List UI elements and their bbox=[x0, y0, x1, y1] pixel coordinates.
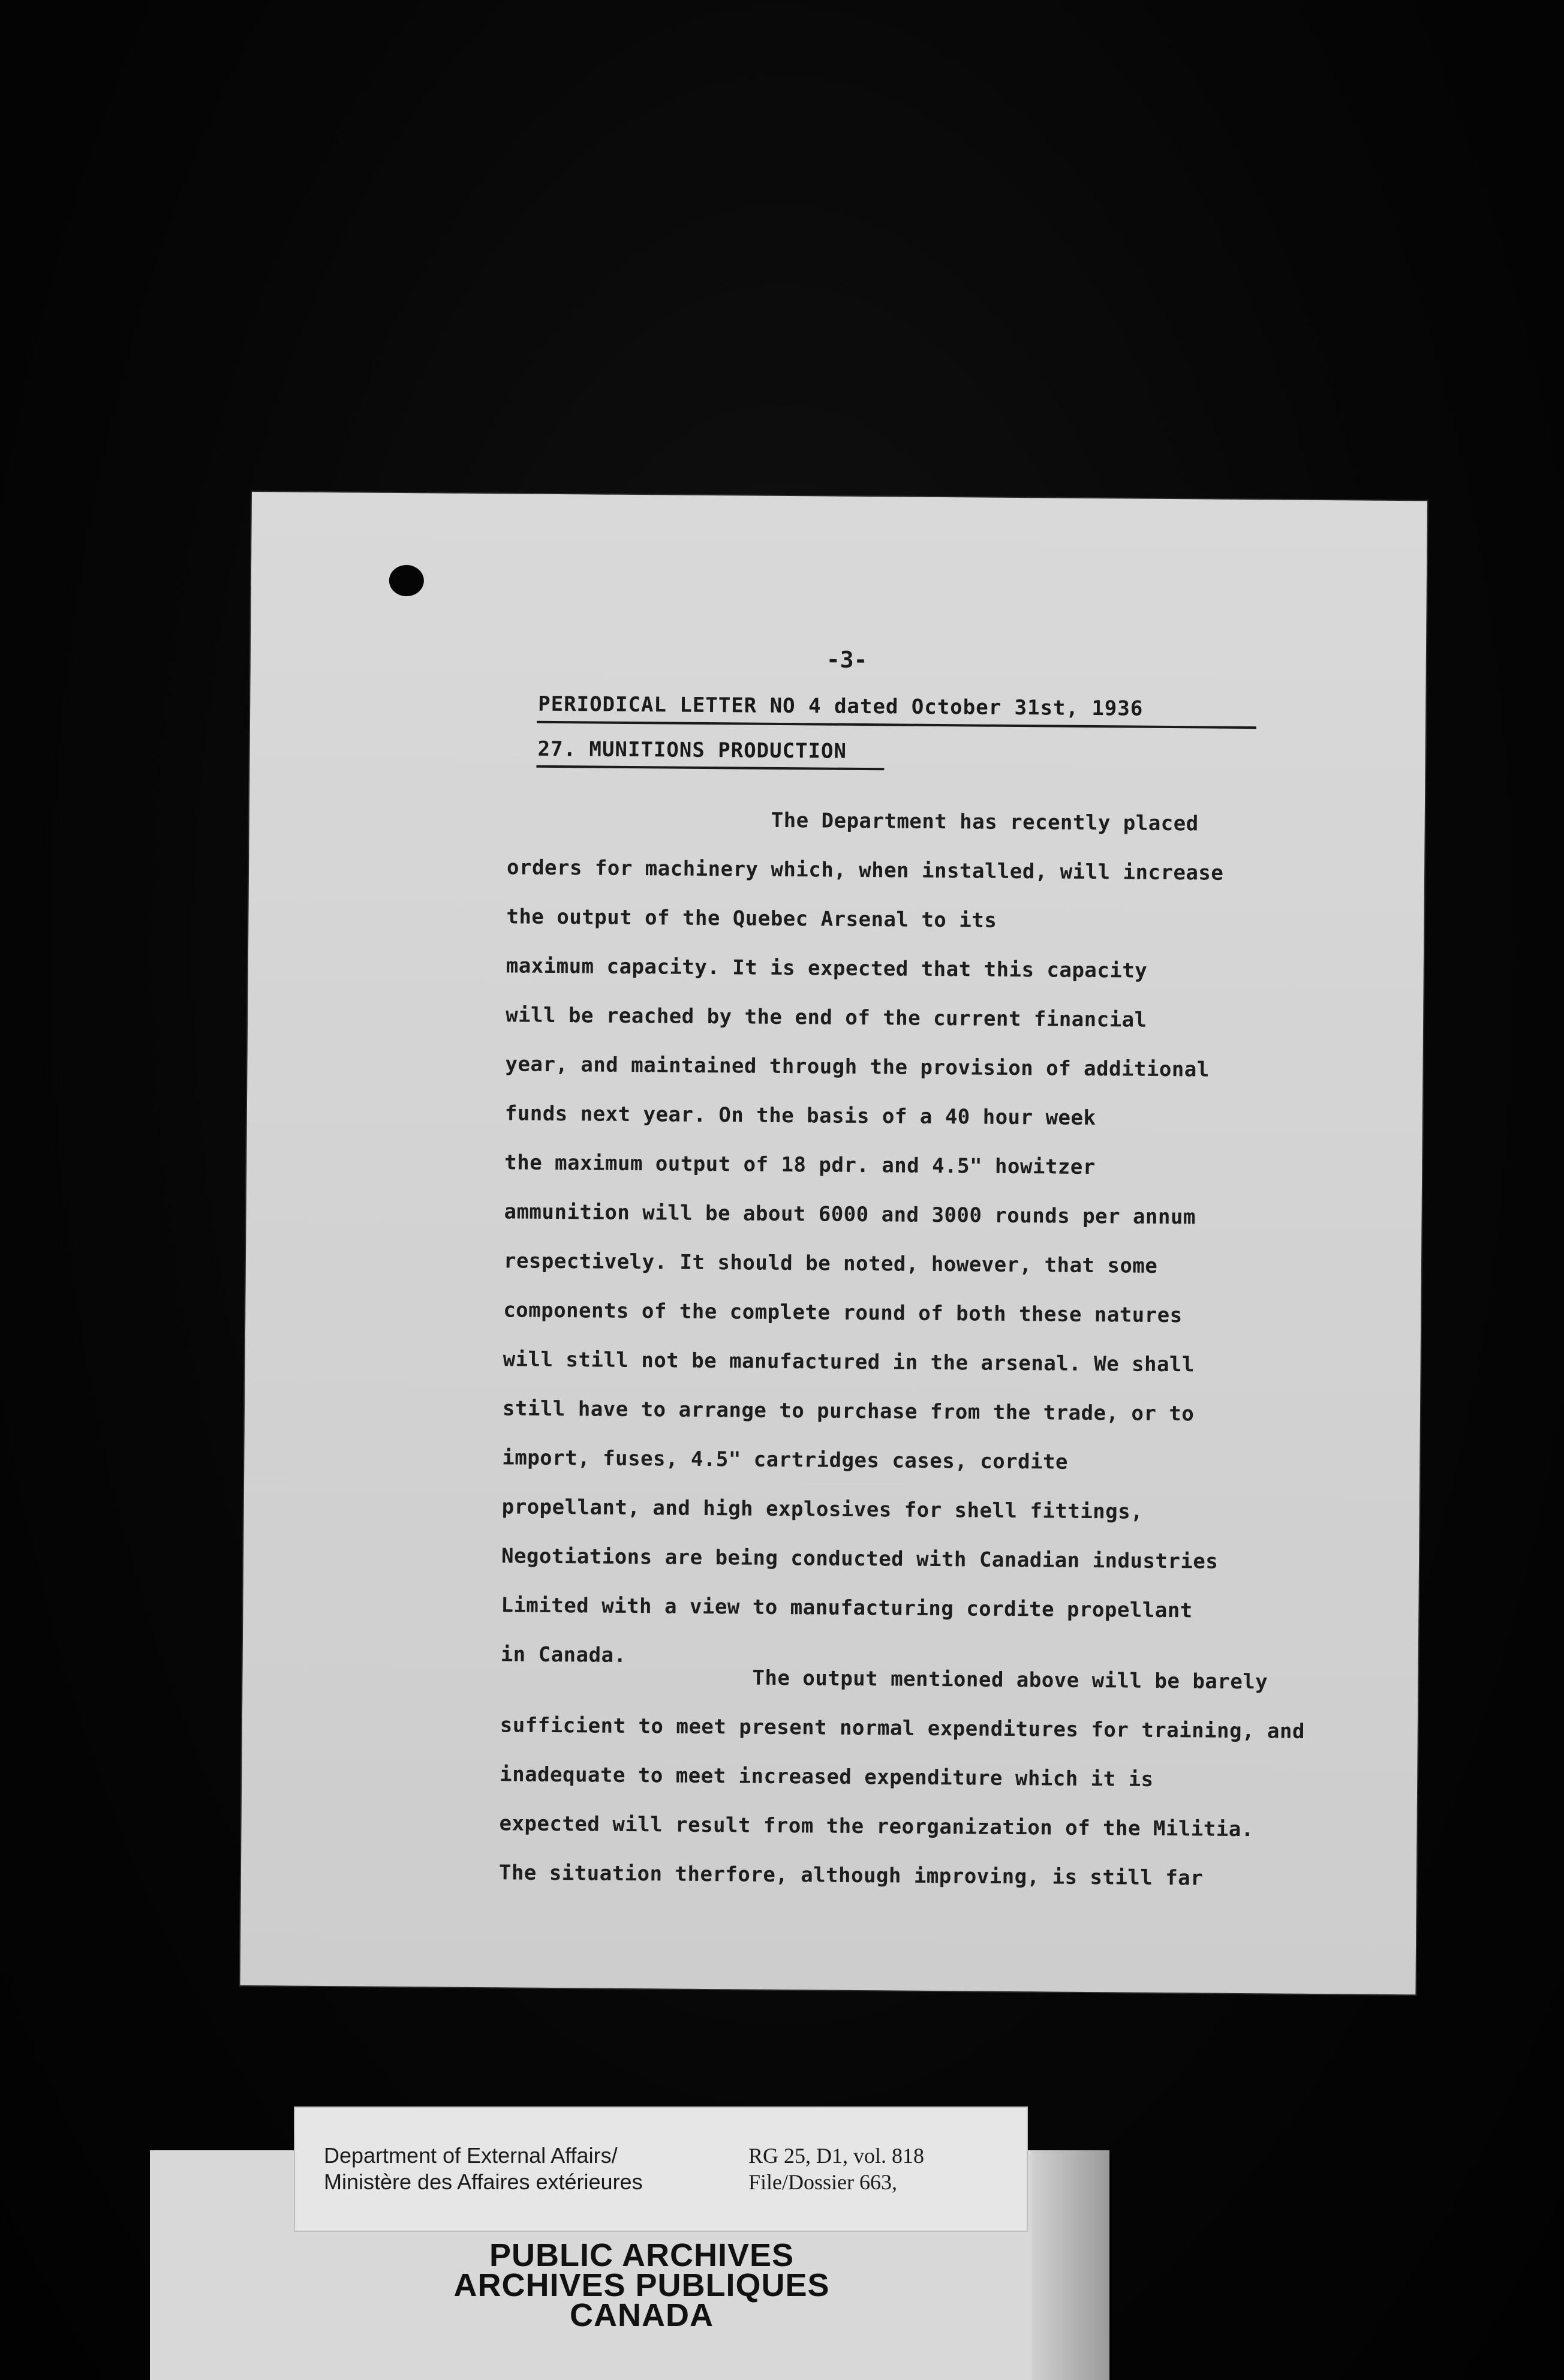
text-line: Negotiations are being conducted with Canadian industries bbox=[501, 1544, 1219, 1574]
department-english: Department of External Affairs/ bbox=[324, 2143, 618, 2168]
department-french: Ministère des Affaires extérieures bbox=[324, 2169, 643, 2194]
heading-underline bbox=[537, 721, 1256, 729]
text-line: year, and maintained through the provision of additional bbox=[505, 1052, 1210, 1082]
text-line: the maximum output of 18 pdr. and 4.5" howitzer bbox=[504, 1150, 1096, 1180]
text-line: orders for machinery which, when installed, will increase bbox=[506, 855, 1224, 885]
text-line: will be reached by the end of the current financial bbox=[506, 1003, 1147, 1032]
paragraph-2 bbox=[499, 1651, 1388, 1904]
letter-heading: PERIODICAL LETTER NO 4 dated October 31st, 1936 bbox=[538, 692, 1144, 721]
text-line: Limited with a view to manufacturing cordite propellant bbox=[501, 1593, 1193, 1623]
text-line: import, fuses, 4.5" cartridges cases, cordite bbox=[502, 1446, 1069, 1474]
text-line: The output mentioned above will be barely bbox=[752, 1666, 1268, 1694]
text-line: The situation therfore, although improving, is still far bbox=[498, 1861, 1204, 1891]
section-title-underline bbox=[536, 765, 884, 771]
reference-block bbox=[748, 2142, 924, 2195]
text-line: the output of the Quebec Arsenal to its bbox=[506, 904, 997, 933]
stamp-line-country: CANADA bbox=[570, 2297, 714, 2333]
stamp-line-english: PUBLIC ARCHIVES bbox=[489, 2237, 795, 2273]
document-page bbox=[240, 492, 1427, 1994]
archive-label bbox=[294, 2106, 1028, 2232]
department-block bbox=[324, 2142, 643, 2195]
text-line: will still not be manufactured in the arsenal. We shall bbox=[503, 1347, 1195, 1377]
text-line: expected will result from the reorganization of the Militia. bbox=[499, 1811, 1254, 1842]
text-line: still have to arrange to purchase from the trade, or to bbox=[502, 1396, 1195, 1426]
archive-strip-shadow bbox=[1031, 2150, 1109, 2380]
text-line: inadequate to meet increased expenditure which it is bbox=[500, 1762, 1154, 1792]
text-line: ammunition will be about 6000 and 3000 rounds per annum bbox=[504, 1200, 1196, 1230]
page-number: -3- bbox=[826, 646, 868, 674]
punch-hole bbox=[389, 565, 424, 596]
file-reference: File/Dossier 663, bbox=[748, 2170, 897, 2194]
record-group-reference: RG 25, D1, vol. 818 bbox=[748, 2144, 925, 2168]
text-line: maximum capacity. It is expected that this capacity bbox=[506, 954, 1148, 983]
paragraph-1 bbox=[500, 794, 1395, 1686]
section-title: 27. MUNITIONS PRODUCTION bbox=[537, 737, 847, 764]
text-line: propellant, and high explosives for shell fittings, bbox=[501, 1495, 1144, 1524]
text-line: components of the complete round of both these natures bbox=[503, 1298, 1183, 1328]
public-archives-stamp bbox=[420, 2237, 864, 2333]
text-line: funds next year. On the basis of a 40 hour week bbox=[504, 1101, 1096, 1131]
text-line: sufficient to meet present normal expenditures for training, and bbox=[500, 1713, 1306, 1744]
text-line: The Department has recently placed bbox=[771, 808, 1199, 836]
text-line: respectively. It should be noted, however, that some bbox=[503, 1249, 1158, 1278]
stamp-line-french: ARCHIVES PUBLIQUES bbox=[453, 2267, 830, 2303]
text-line: in Canada. bbox=[500, 1642, 627, 1667]
